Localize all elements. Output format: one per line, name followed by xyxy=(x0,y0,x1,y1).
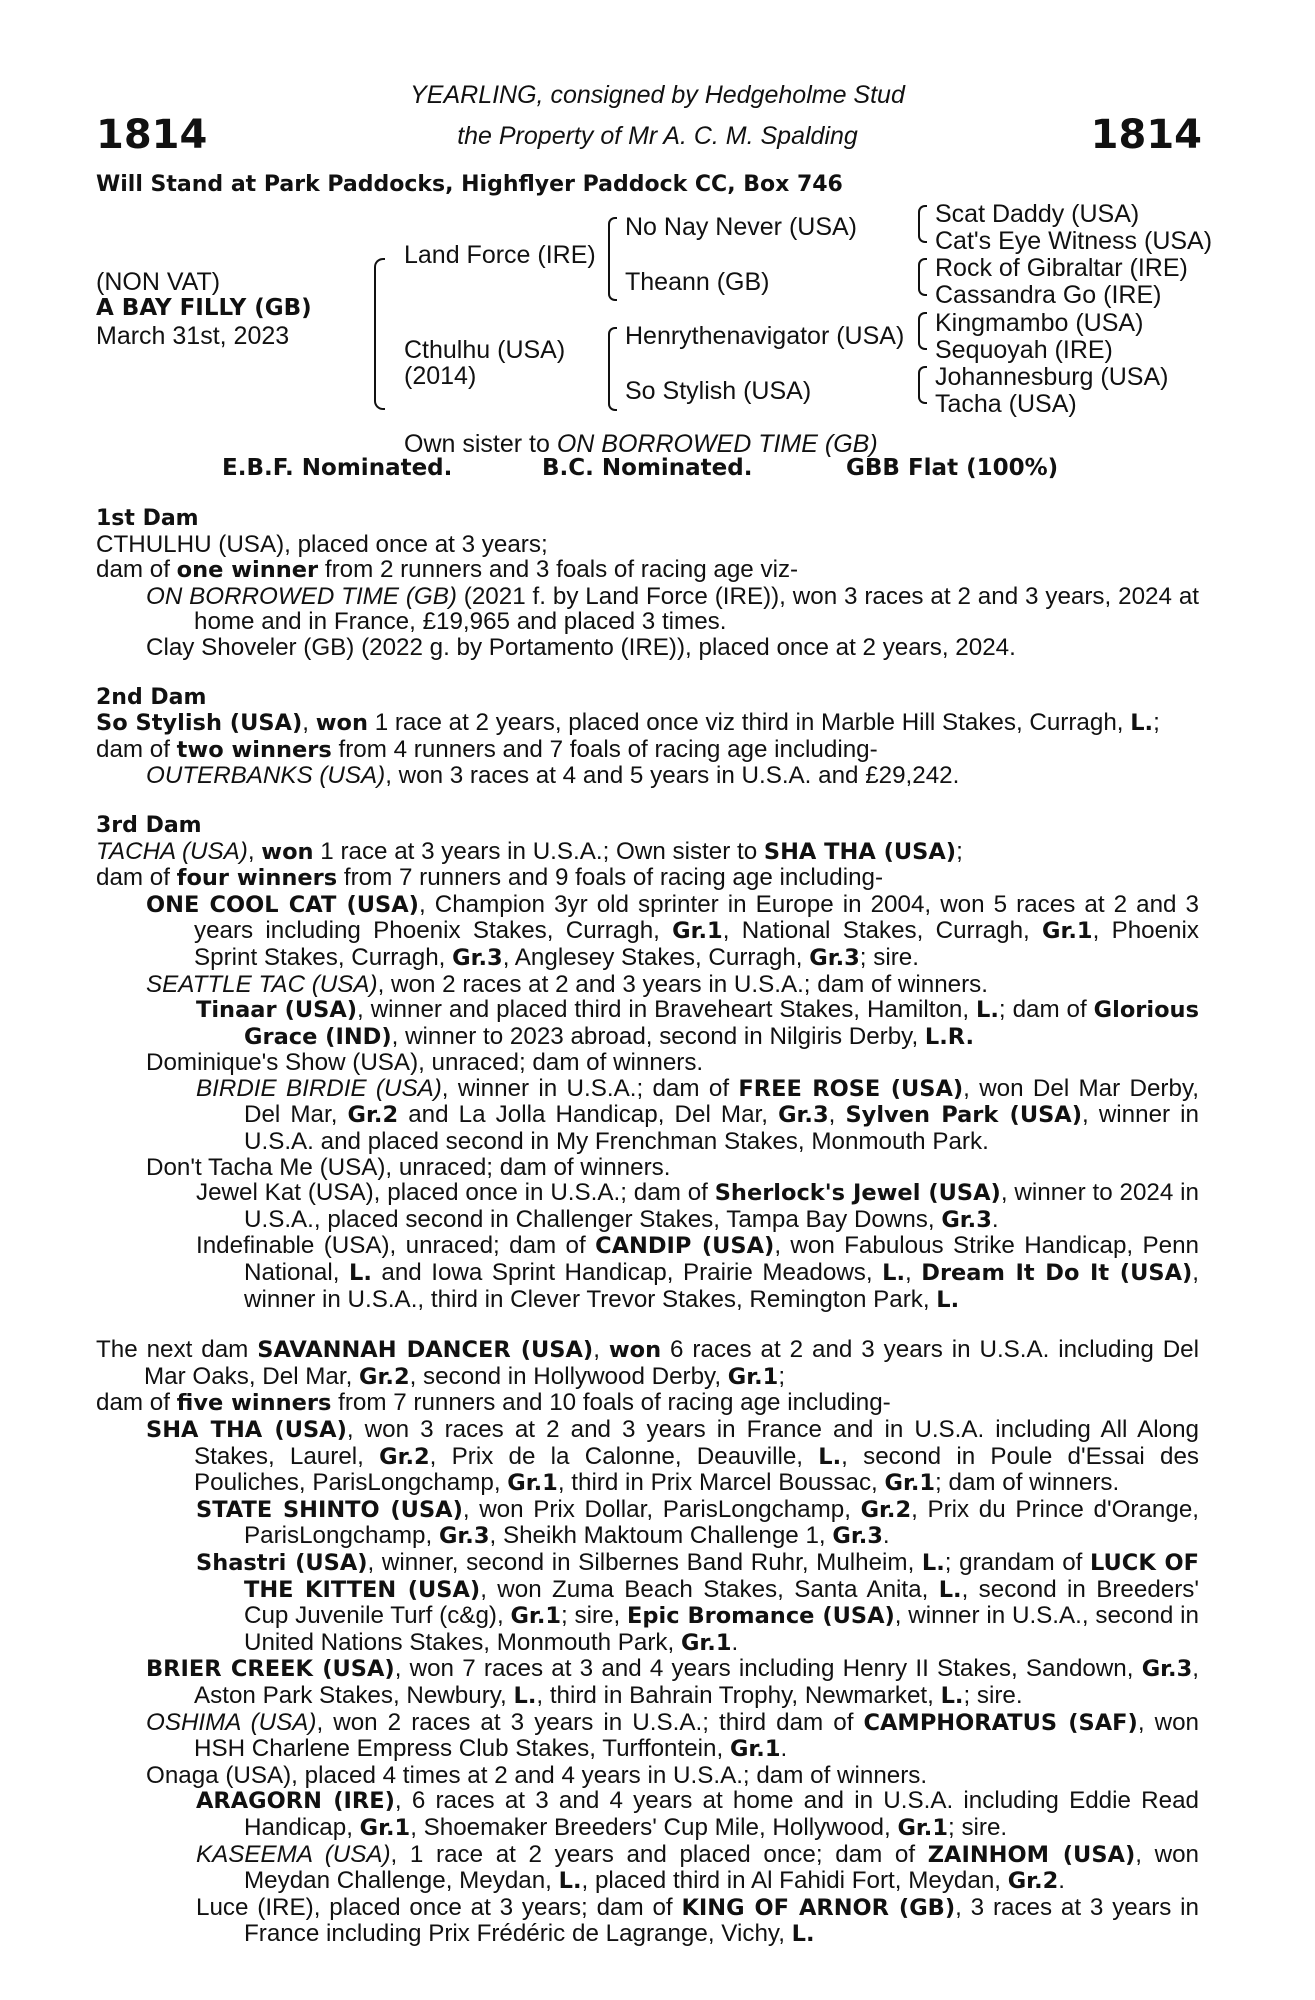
bold-run: L. xyxy=(936,1286,960,1313)
bold-run: Gr.3 xyxy=(809,944,860,971)
family-entry xyxy=(96,1180,1199,1233)
bold-run: L. xyxy=(921,1549,945,1576)
pedigree-sire: Land Force (IRE) xyxy=(404,241,596,269)
bold-run: won xyxy=(261,838,314,865)
text-run: ; xyxy=(778,1362,786,1390)
bold-run: Gr.1 xyxy=(1042,918,1093,945)
pedigree-bracket-sd xyxy=(918,258,927,296)
text-run: Dominique's Show (USA), unraced; dam of winners. xyxy=(146,1049,704,1077)
family-entry xyxy=(96,1337,1199,1390)
text-run: . xyxy=(991,1205,999,1233)
pedigree-ddd: Tacha (USA) xyxy=(935,390,1077,418)
bold-run: L. xyxy=(940,1682,964,1709)
text-run: Luce (IRE), placed once at 3 years; dam of xyxy=(196,1893,682,1921)
family-section xyxy=(96,685,1199,789)
family-entry xyxy=(96,1788,1199,1841)
text-run: ; sire. xyxy=(963,1681,1023,1709)
text-run: ; xyxy=(956,837,963,865)
text-run: , won Prix Dollar, ParisLongchamp, xyxy=(462,1495,861,1523)
lot-number-right: 1814 xyxy=(1090,112,1202,158)
text-run: , third in Bahrain Trophy, Newmarket, xyxy=(536,1681,941,1709)
family-entry xyxy=(96,763,1199,789)
bold-run: Gr.3 xyxy=(941,1206,992,1233)
pedigree-dam: Cthulhu (USA) xyxy=(404,336,566,364)
pedigree-sire-sire: No Nay Never (USA) xyxy=(625,213,857,241)
bold-run: FREE ROSE (USA) xyxy=(738,1075,964,1102)
text-run: , won Fabulous Strike Handicap, Penn National, xyxy=(244,1232,1199,1287)
family-section xyxy=(96,506,1199,661)
property-line: the Property of Mr A. C. M. Spalding xyxy=(457,122,858,150)
bold-run: SHA THA (USA) xyxy=(146,1417,347,1443)
vat-status: (NON VAT) xyxy=(96,268,221,296)
text-run: , xyxy=(302,709,316,737)
bold-run: Gr.3 xyxy=(438,1523,490,1550)
section-heading: 1st Dam xyxy=(96,506,199,531)
italic-run: BIRDIE BIRDIE (USA) xyxy=(196,1074,442,1102)
family-section xyxy=(96,813,1199,1313)
text-run: , won HSH Charlene Empress Club Stakes, Turffontein, xyxy=(194,1708,1199,1763)
text-run: , placed third in Al Fahidi Fort, Meydan, xyxy=(581,1867,1008,1895)
pedigree-sds: Rock of Gibraltar (IRE) xyxy=(935,254,1188,282)
family-entry xyxy=(96,1497,1199,1550)
family-entry xyxy=(96,584,1199,635)
bc-nomination: B.C. Nominated. xyxy=(542,455,753,481)
bold-run: KING OF ARNOR (GB) xyxy=(681,1894,956,1921)
bold-run: Tinaar (USA) xyxy=(196,997,358,1024)
pedigree-dam-sire: Henrythenavigator (USA) xyxy=(625,322,905,350)
foaling-date: March 31st, 2023 xyxy=(96,322,290,350)
text-run: , won 3 races at 2 and 3 years in France and in U.S.A. including All Along Stakes, Laurel, xyxy=(194,1416,1199,1470)
gbb-nomination: GBB Flat (100%) xyxy=(846,455,1059,481)
text-run: and Iowa Sprint Handicap, Prairie Meadows, xyxy=(371,1259,883,1287)
bold-run: STATE SHINTO (USA) xyxy=(196,1496,463,1523)
text-run: , won Zuma Beach Stakes, Santa Anita, xyxy=(480,1575,939,1603)
text-run: , xyxy=(593,1336,609,1364)
family-entry xyxy=(96,892,1199,972)
horse-name: A BAY FILLY (GB) xyxy=(96,295,312,321)
bold-run: Shastri (USA) xyxy=(196,1549,368,1576)
pedigree-dam-dam: So Stylish (USA) xyxy=(625,377,812,405)
text-run: 6 races at 2 and 3 years in U.S.A. including Del Mar Oaks, Del Mar, xyxy=(144,1336,1199,1390)
family-entry xyxy=(96,972,1199,998)
text-run: . xyxy=(1058,1867,1066,1895)
bold-run: CAMPHORATUS (SAF) xyxy=(863,1709,1138,1736)
text-run: , won 7 races at 3 and 4 years including Henry II Stakes, Sandown, xyxy=(394,1655,1142,1683)
family-entry xyxy=(96,997,1199,1050)
text-run: , Prix de la Calonne, Deauville, xyxy=(429,1442,819,1470)
bold-run: Sylven Park (USA) xyxy=(845,1102,1082,1129)
text-run: Don't Tacha Me (USA), unraced; dam of winners. xyxy=(146,1153,671,1181)
bold-run: Gr.1 xyxy=(680,1629,732,1656)
family-entry xyxy=(96,557,1199,584)
text-run: , winner in U.S.A. and placed second in My Frenchman Stakes, Monmouth Park. xyxy=(244,1101,1199,1156)
text-run: , winner to 2023 abroad, second in Nilgiris Derby, xyxy=(391,1022,925,1050)
bold-run: four winners xyxy=(176,865,338,892)
pedigree-bracket-main xyxy=(374,258,385,410)
family-entry xyxy=(96,839,1199,866)
bold-run: So Stylish (USA) xyxy=(96,710,303,737)
bold-run: L. xyxy=(791,1921,815,1948)
family-entry xyxy=(96,1842,1199,1895)
text-run: , Shoemaker Breeders' Cup Mile, Hollywood, xyxy=(410,1813,898,1841)
text-run: , 1 race at 2 years and placed once; dam of xyxy=(390,1840,928,1868)
family-entry xyxy=(96,1233,1199,1313)
bold-run: Gr.2 xyxy=(860,1496,912,1523)
pedigree-bracket-ds xyxy=(918,312,927,350)
family-entry xyxy=(96,1895,1199,1948)
pedigree-sss: Scat Daddy (USA) xyxy=(935,200,1140,228)
text-run: . xyxy=(731,1628,739,1656)
bold-run: Gr.1 xyxy=(884,1470,936,1497)
text-run: , won 3 races at 4 and 5 years in U.S.A. and £29,242. xyxy=(385,762,960,790)
family-details xyxy=(96,506,1199,1948)
text-run: , won Meydan Challenge, Meydan, xyxy=(244,1840,1199,1895)
text-run: ; dam of xyxy=(998,996,1094,1024)
text-run: Jewel Kat (USA), placed once in U.S.A.; dam of xyxy=(196,1179,715,1207)
bold-run: Gr.1 xyxy=(672,918,723,945)
text-run: ; sire, xyxy=(561,1602,628,1630)
bold-run: Gr.2 xyxy=(379,1443,430,1470)
pedigree-bracket-dd xyxy=(918,366,927,404)
bold-run: BRIER CREEK (USA) xyxy=(146,1656,395,1683)
text-run: , winner and placed third in Braveheart Stakes, Hamilton, xyxy=(357,996,977,1024)
text-run: , Sheikh Maktoum Challenge 1, xyxy=(489,1522,833,1550)
text-run: (2021 f. by Land Force (IRE)), won 3 races at 2 and 3 years, 2024 at home and in France, £19,965 and placed 3 times. xyxy=(194,582,1199,636)
text-run: 1 race at 3 years in U.S.A.; Own sister to xyxy=(313,837,764,865)
italic-run: KASEEMA (USA) xyxy=(196,1840,391,1868)
family-entry xyxy=(96,1550,1199,1656)
consignor-line: YEARLING, consigned by Hedgeholme Stud xyxy=(410,81,905,109)
bold-run: five winners xyxy=(176,1390,332,1417)
italic-run: TACHA (USA) xyxy=(96,837,248,865)
own-sister-prefix: Own sister to xyxy=(404,430,557,458)
bold-run: L.R. xyxy=(924,1023,975,1050)
family-entry xyxy=(96,532,1199,558)
bold-run: Gr.3 xyxy=(1141,1656,1193,1683)
text-run: , winner in U.S.A., third in Clever Trevor Stakes, Remington Park, xyxy=(244,1259,1200,1313)
bold-run: Gr.1 xyxy=(510,1603,562,1630)
family-entry xyxy=(96,1763,1199,1789)
bold-run: Gr.1 xyxy=(359,1814,411,1841)
text-run: , won 2 races at 3 years in U.S.A.; third dam of xyxy=(316,1708,864,1736)
text-run: , second in Poule d'Essai des Pouliches, ParisLongchamp, xyxy=(194,1442,1199,1497)
bold-run: won xyxy=(315,710,368,737)
bold-run: Epic Bromance (USA) xyxy=(627,1603,895,1630)
bold-run: Gr.3 xyxy=(832,1523,883,1550)
bold-run: Gr.1 xyxy=(727,1363,779,1390)
bold-run: ARAGORN (IRE) xyxy=(196,1788,395,1815)
bold-run: won xyxy=(608,1337,662,1364)
family-entry xyxy=(96,1155,1199,1181)
bold-run: L. xyxy=(348,1260,372,1287)
text-run: , winner, second in Silbernes Band Ruhr, Mulheim, xyxy=(367,1548,922,1576)
bold-run: Gr.1 xyxy=(897,1814,948,1841)
text-run: ; dam of winners. xyxy=(935,1469,1120,1497)
text-run: , xyxy=(905,1259,922,1287)
section-heading: 2nd Dam xyxy=(96,684,207,710)
text-run: dam of xyxy=(96,864,177,892)
text-run: , Anglesey Stakes, Curragh, xyxy=(502,943,810,971)
text-run: , winner in U.S.A.; dam of xyxy=(441,1074,739,1102)
italic-run: OUTERBANKS (USA) xyxy=(146,762,386,790)
text-run: ; sire. xyxy=(859,943,919,971)
bold-run: Gr.2 xyxy=(1007,1868,1059,1895)
italic-run: ON BORROWED TIME (GB) xyxy=(146,582,457,610)
text-run: . xyxy=(780,1735,788,1763)
bold-run: ZAINHOM (USA) xyxy=(927,1841,1136,1868)
pedigree-dsd: Sequoyah (IRE) xyxy=(935,336,1113,364)
bold-run: ONE COOL CAT (USA) xyxy=(146,891,419,918)
bold-run: two winners xyxy=(176,736,332,763)
bold-run: L. xyxy=(938,1576,962,1603)
text-run: , second in Hollywood Derby, xyxy=(409,1362,728,1390)
text-run: , 3 races at 3 years in France including Prix Frédéric de Lagrange, Vichy, xyxy=(244,1893,1199,1948)
family-entry xyxy=(96,710,1199,737)
text-run: from 4 runners and 7 foals of racing age including- xyxy=(331,735,878,763)
family-entry xyxy=(96,1076,1199,1155)
bold-run: Gr.2 xyxy=(359,1363,410,1390)
bold-run: SAVANNAH DANCER (USA) xyxy=(257,1337,594,1364)
bold-run: L. xyxy=(513,1682,537,1709)
text-run: Indefinable (USA), unraced; dam of xyxy=(196,1232,596,1260)
text-run: , Phoenix Sprint Stakes, Curragh, xyxy=(194,917,1199,971)
bold-run: Gr.1 xyxy=(729,1736,781,1763)
pedigree-sdd: Cassandra Go (IRE) xyxy=(935,281,1162,309)
bold-run: CANDIP (USA) xyxy=(595,1233,775,1260)
lot-number-left: 1814 xyxy=(96,112,208,158)
text-run: , xyxy=(828,1101,846,1129)
text-run: CTHULHU (USA), placed once at 3 years; xyxy=(96,530,548,558)
bold-run: Gr.3 xyxy=(452,944,503,971)
text-run: , Prix du Prince d'Orange, ParisLongchamp, xyxy=(244,1495,1199,1550)
bold-run: Gr.2 xyxy=(347,1102,399,1129)
text-run: , winner in U.S.A., second in United Nations Stakes, Monmouth Park, xyxy=(244,1602,1199,1656)
bold-run: L. xyxy=(1130,710,1154,737)
text-run: ; xyxy=(1153,709,1160,737)
text-run: , winner to 2024 in U.S.A., placed second in Challenger Stakes, Tampa Bay Downs, xyxy=(244,1179,1199,1233)
family-entry xyxy=(96,1710,1199,1763)
text-run: , third in Prix Marcel Boussac, xyxy=(557,1469,885,1497)
text-run: dam of xyxy=(96,556,177,584)
text-run: , won Del Mar Derby, Del Mar, xyxy=(244,1074,1199,1129)
family-entry xyxy=(96,1050,1199,1076)
bold-run: one winner xyxy=(176,557,319,584)
own-sister-name: ON BORROWED TIME (GB) xyxy=(556,430,878,458)
pedigree-bracket-sire xyxy=(608,217,617,301)
text-run: from 7 runners and 9 foals of racing age including- xyxy=(337,864,884,892)
family-entry xyxy=(96,1417,1199,1497)
family-entry xyxy=(96,635,1199,661)
family-entry xyxy=(96,1656,1199,1709)
family-entry xyxy=(96,865,1199,892)
text-run: 1 race at 2 years, placed once viz third in Marble Hill Stakes, Curragh, xyxy=(367,709,1131,737)
text-run: Clay Shoveler (GB) (2022 g. by Portamento (IRE)), placed once at 2 years, 2024. xyxy=(146,633,1016,661)
bold-run: Glorious Grace (IND) xyxy=(244,997,1199,1050)
text-run: , second in Breeders' Cup Juvenile Turf (c&g), xyxy=(244,1575,1200,1630)
text-run: and La Jolla Handicap, Del Mar, xyxy=(398,1101,779,1129)
family-section xyxy=(96,1337,1199,1948)
italic-run: SEATTLE TAC (USA) xyxy=(146,970,378,998)
family-entry xyxy=(96,737,1199,764)
section-heading: 3rd Dam xyxy=(96,812,202,838)
text-run: , 6 races at 3 and 4 years at home and in U.S.A. including Eddie Read Handicap, xyxy=(244,1787,1199,1841)
text-run: The next dam xyxy=(96,1336,258,1364)
pedigree-bracket-ss xyxy=(918,205,927,243)
pedigree-bracket-dam xyxy=(608,327,617,411)
bold-run: SHA THA (USA) xyxy=(763,838,957,865)
text-run: ; grandam of xyxy=(944,1548,1090,1576)
text-run: , National Stakes, Curragh, xyxy=(722,917,1043,945)
bold-run: Sherlock's Jewel (USA) xyxy=(714,1180,1001,1207)
pedigree-sire-dam: Theann (GB) xyxy=(625,268,770,296)
text-run: , Aston Park Stakes, Newbury, xyxy=(194,1655,1199,1709)
text-run: , Champion 3yr old sprinter in Europe in 2004, won 5 races at 2 and 3 years including Phoenix Stakes, Curragh, xyxy=(194,890,1199,945)
pedigree-dam-year: (2014) xyxy=(404,362,477,390)
text-run: from 7 runners and 10 foals of racing age including- xyxy=(331,1389,891,1417)
bold-run: L. xyxy=(818,1443,842,1470)
text-run: dam of xyxy=(96,735,177,763)
text-run: dam of xyxy=(96,1389,177,1417)
pedigree-dss: Kingmambo (USA) xyxy=(935,309,1144,337)
bold-run: LUCK OF THE KITTEN (USA) xyxy=(244,1549,1199,1603)
bold-run: L. xyxy=(882,1260,906,1287)
bold-run: L. xyxy=(976,997,999,1024)
italic-run: OSHIMA (USA) xyxy=(146,1708,317,1736)
text-run: , won 2 races at 2 and 3 years in U.S.A.; dam of winners. xyxy=(377,970,988,998)
text-run: . xyxy=(882,1522,890,1550)
pedigree-dds: Johannesburg (USA) xyxy=(935,363,1169,391)
family-entry xyxy=(96,1390,1199,1417)
stand-location: Will Stand at Park Paddocks, Highflyer Paddock CC, Box 746 xyxy=(96,172,843,197)
text-run: from 2 runners and 3 foals of racing age viz- xyxy=(318,556,799,584)
text-run: , xyxy=(247,837,262,865)
text-run: Onaga (USA), placed 4 times at 2 and 4 years in U.S.A.; dam of winners. xyxy=(146,1761,928,1789)
pedigree-ssd: Cat's Eye Witness (USA) xyxy=(935,227,1213,255)
ebf-nomination: E.B.F. Nominated. xyxy=(222,455,453,481)
bold-run: L. xyxy=(558,1868,582,1895)
text-run: ; sire. xyxy=(948,1813,1008,1841)
bold-run: Gr.3 xyxy=(778,1102,829,1129)
bold-run: Gr.1 xyxy=(507,1470,558,1497)
bold-run: Dream It Do It (USA) xyxy=(921,1260,1193,1287)
